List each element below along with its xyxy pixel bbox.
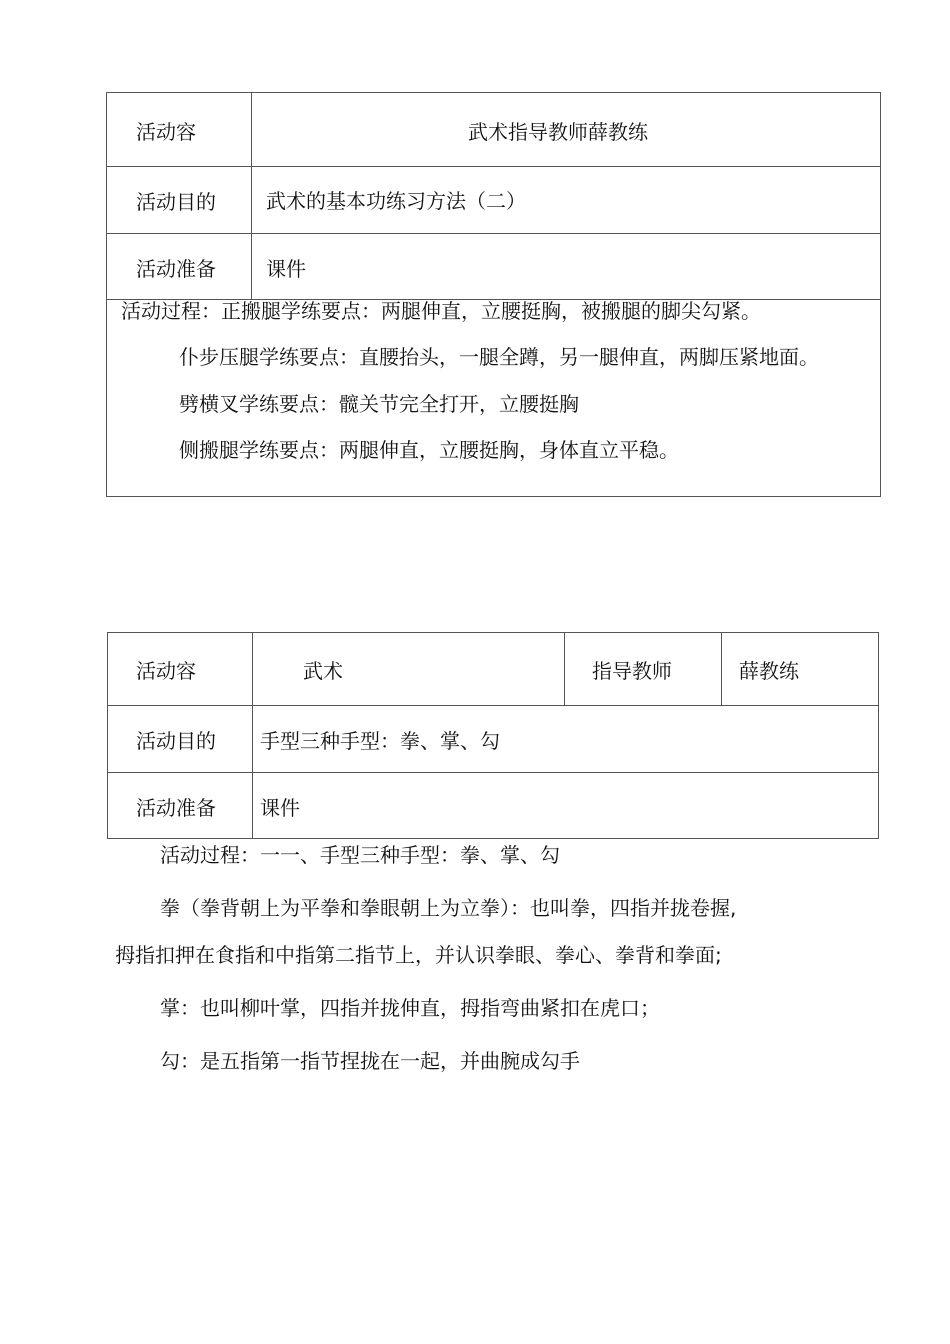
table2-row1-value: 武术 bbox=[303, 659, 343, 683]
table1-process-line: 仆步压腿学练要点：直腰抬头，一腿全蹲，另一腿伸直，两脚压紧地面。 bbox=[179, 345, 819, 369]
process2-line: 拳（拳背朝上为平拳和拳眼朝上为立拳）：也叫拳，四指并拢卷握, bbox=[160, 896, 737, 920]
table1-row1-value: 武术指导教师薛教练 bbox=[468, 120, 648, 144]
table1-row3-label: 活动准备 bbox=[136, 257, 216, 281]
table1-row1-label: 活动容 bbox=[136, 120, 196, 144]
table2-border-top bbox=[107, 632, 879, 633]
table1-process-line: 活动过程：正搬腿学练要点：两腿伸直，立腰挺胸，被搬腿的脚尖勾紧。 bbox=[121, 299, 761, 323]
table2-border-right bbox=[878, 632, 879, 839]
table2-column-divider bbox=[252, 632, 253, 839]
table2-border-bottom bbox=[107, 838, 879, 839]
table1-divider bbox=[106, 233, 881, 234]
table2-row1-label: 活动容 bbox=[136, 659, 196, 683]
table2-border-left bbox=[107, 632, 108, 839]
table1-row2-value: 武术的基本功练习方法（二） bbox=[266, 189, 526, 213]
table2-divider bbox=[107, 705, 879, 706]
process2-line: 活动过程：一一、手型三种手型：拳、掌、勾 bbox=[160, 843, 560, 867]
table1-divider bbox=[106, 166, 881, 167]
table2-divider bbox=[107, 772, 879, 773]
table2-row3-value: 课件 bbox=[260, 796, 300, 820]
process2-line: 掌：也叫柳叶掌，四指并拢伸直，拇指弯曲紧扣在虎口； bbox=[160, 996, 660, 1020]
table2-row2-label: 活动目的 bbox=[136, 729, 216, 753]
table1-border-bottom bbox=[106, 496, 881, 497]
process2-line: 拇指扣押在食指和中指第二指节上，并认识拳眼、拳心、拳背和拳面; bbox=[115, 943, 722, 967]
process2-line: 勾：是五指第一指节捏拢在一起，并曲腕成勾手 bbox=[160, 1049, 580, 1073]
table2-teacher-value: 薛教练 bbox=[739, 659, 799, 683]
table1-column-divider bbox=[251, 92, 252, 300]
table2-row2-value: 手型三种手型：拳、掌、勾 bbox=[260, 729, 500, 753]
table2-row3-label: 活动准备 bbox=[136, 796, 216, 820]
table1-border-top bbox=[106, 92, 881, 93]
table1-row2-label: 活动目的 bbox=[136, 190, 216, 214]
table1-process-line: 劈横叉学练要点：髋关节完全打开，立腰挺胸 bbox=[179, 392, 579, 416]
table1-border-left bbox=[106, 92, 107, 497]
table2-teacher-label: 指导教师 bbox=[592, 659, 672, 683]
table1-process-line: 侧搬腿学练要点：两腿伸直，立腰挺胸，身体直立平稳。 bbox=[179, 438, 679, 462]
table2-column-divider bbox=[721, 632, 722, 706]
table1-row3-value: 课件 bbox=[266, 257, 306, 281]
table1-border-right bbox=[880, 92, 881, 497]
table2-column-divider bbox=[564, 632, 565, 706]
